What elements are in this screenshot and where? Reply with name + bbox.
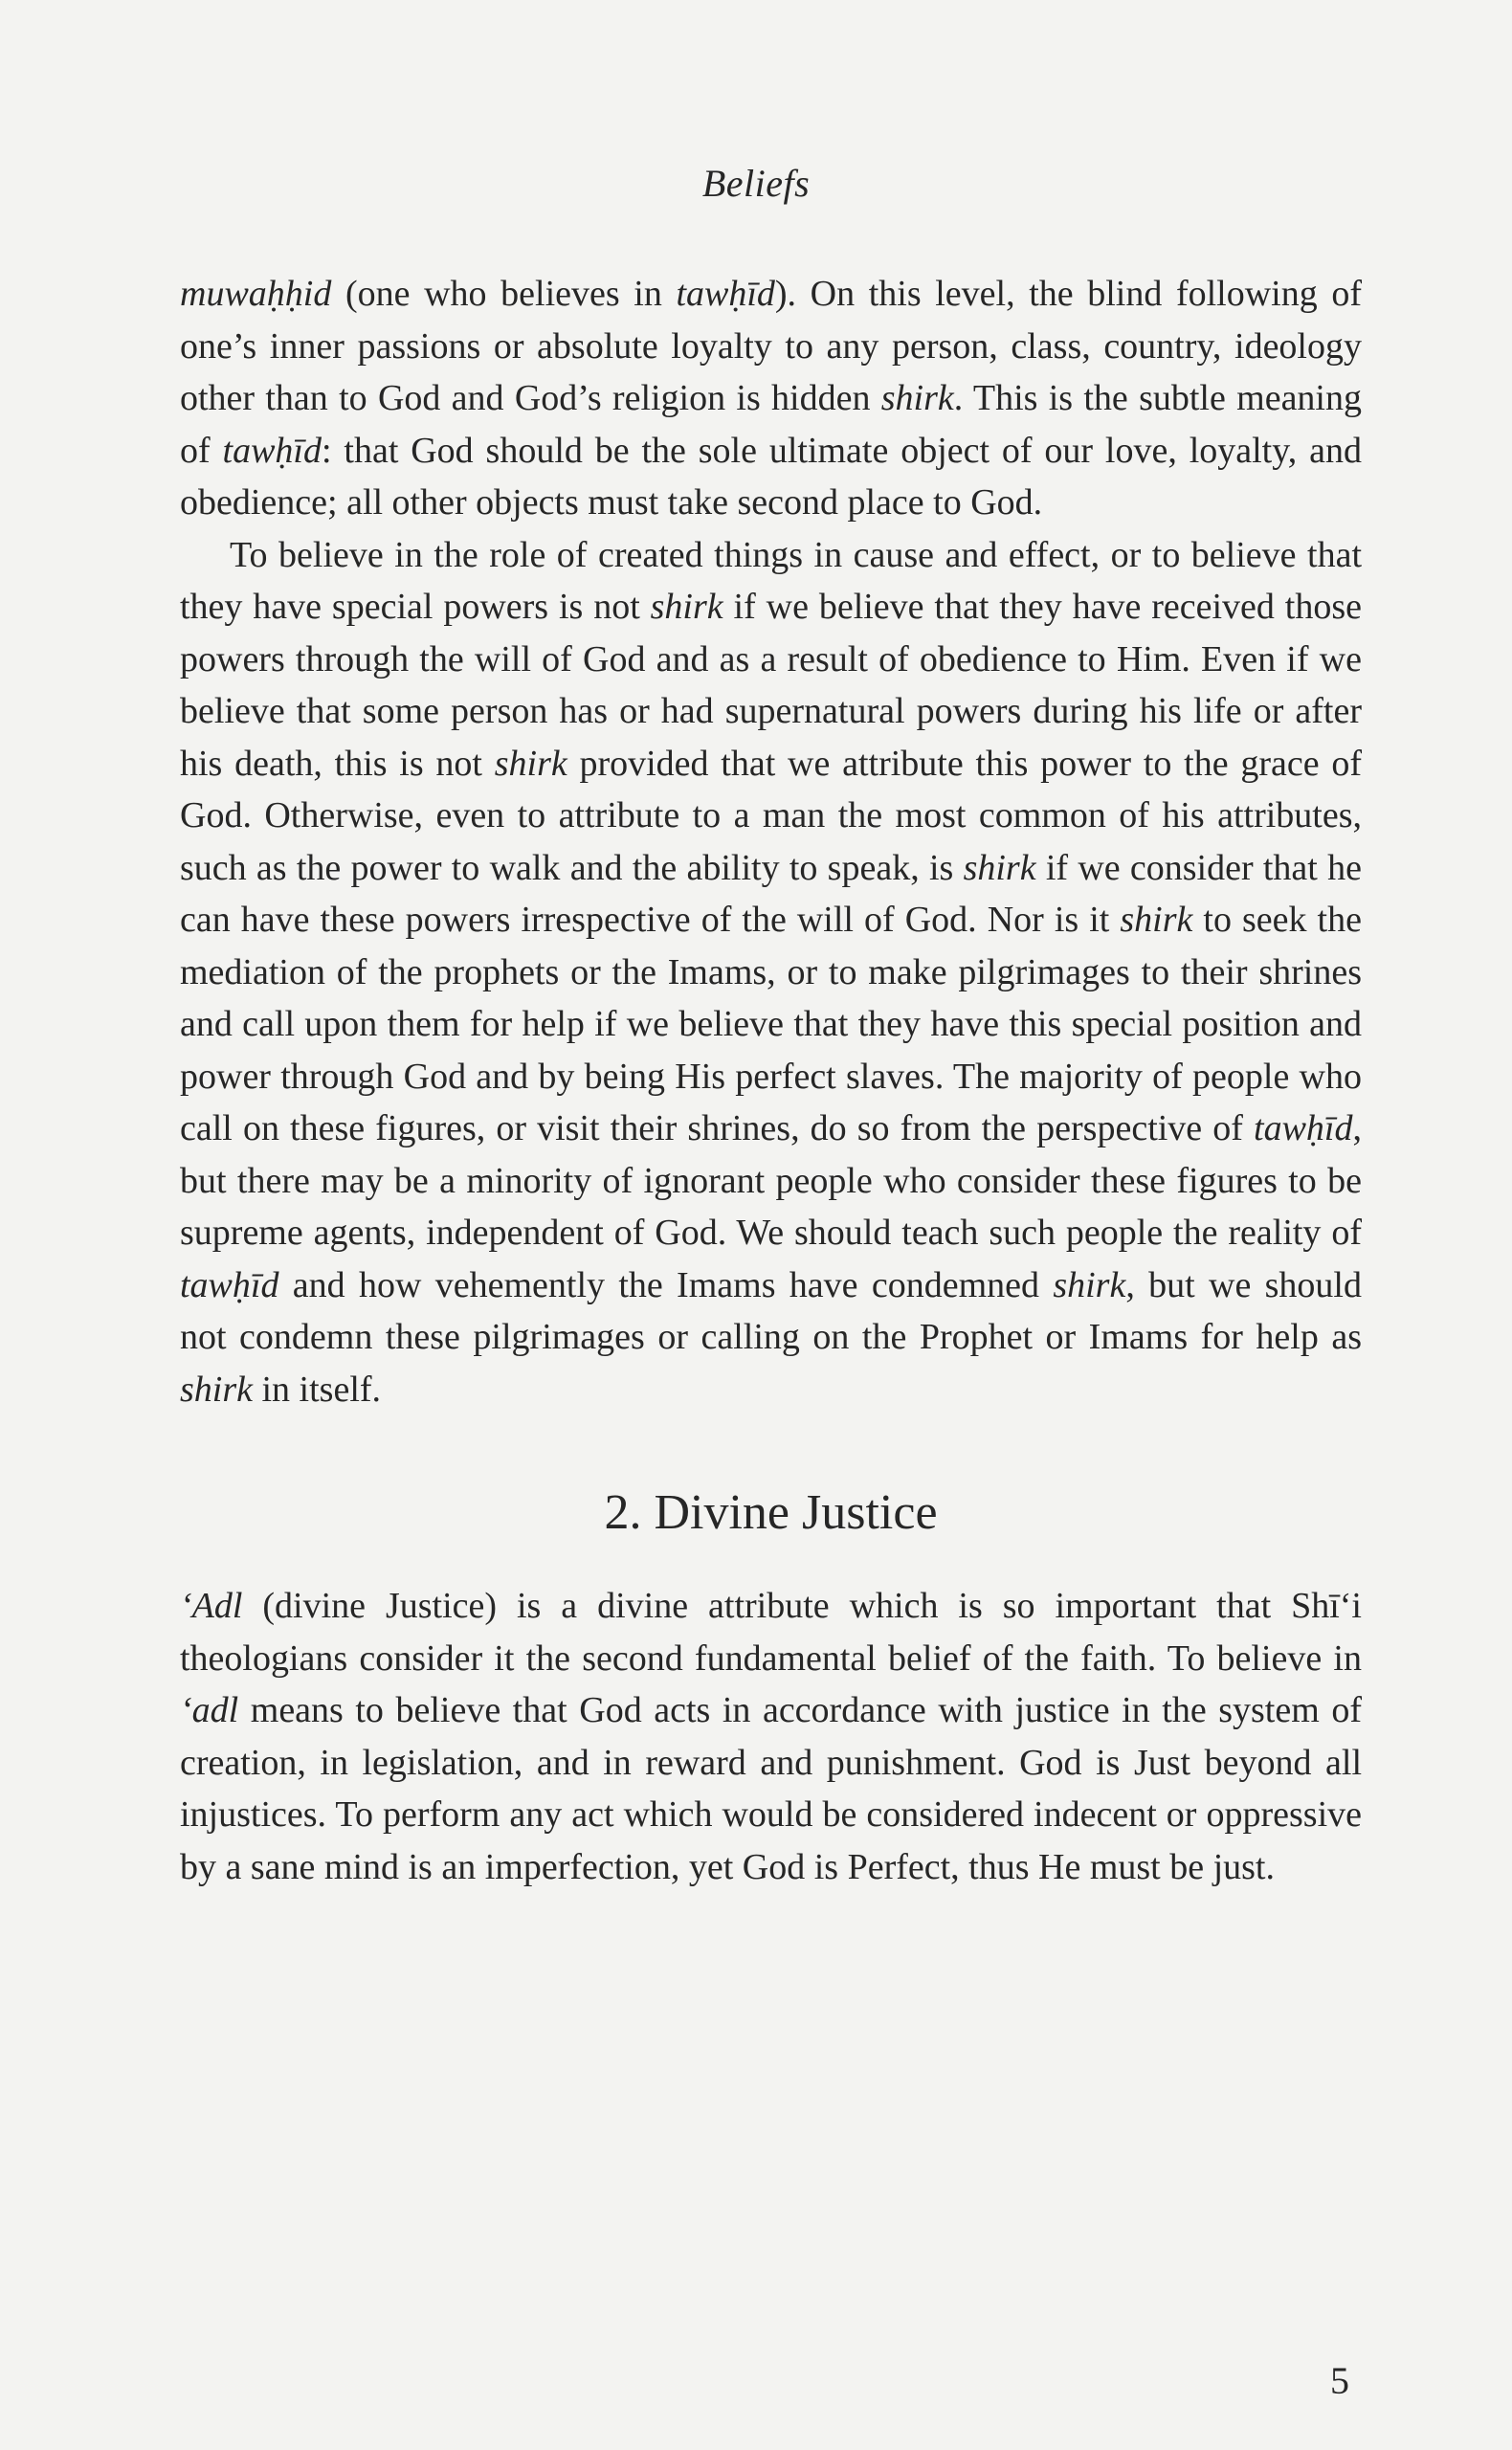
- italic-term: shirk: [180, 1369, 253, 1410]
- paragraph: [180, 529, 1362, 1416]
- paragraph: [180, 268, 1362, 529]
- body-text: [180, 268, 1362, 1893]
- text-run: means to believe that God acts in accordance with justice in the system of creation, in legislation, and in reward and punishment. God is Just beyond all injustices. To perform any act which would be considered indecent or oppressive by a sane mind is an imperfection, yet God is Perfect, thus He must be just.: [180, 1690, 1362, 1887]
- italic-term: shirk: [1053, 1264, 1126, 1305]
- italic-term: shirk: [1120, 900, 1193, 940]
- text-run: (one who believes in: [331, 274, 677, 314]
- italic-term: muwaḥḥid: [180, 274, 332, 314]
- running-head: Beliefs: [701, 162, 811, 205]
- italic-term: tawḥīd: [1254, 1108, 1353, 1148]
- section-heading: 2. Divine Justice: [604, 1485, 938, 1540]
- italic-term: tawḥīd: [222, 430, 322, 471]
- text-run: and how vehemently the Imams have condemned: [278, 1264, 1054, 1305]
- italic-term: tawḥīd: [180, 1264, 279, 1305]
- text-run: , but we should not condemn these pilgrimages or calling on the Prophet or Imams for help as: [180, 1264, 1362, 1357]
- text-run: if we believe that they have received those powers through the will of God and as a result of obedience to Him. Even if we believe that some person has or had supernatural powers during his life or after his death, this is not: [180, 587, 1362, 784]
- italic-term: tawḥīd: [676, 274, 775, 314]
- text-run: if we consider that he can have these powers irrespective of the will of God. Nor is it: [180, 847, 1362, 940]
- text-run: provided that we attribute this power to the grace of God. Otherwise, even to attribute to a man the most common of his attributes, such as the power to walk and the ability to speak, is: [180, 743, 1362, 888]
- italic-term: shirk: [650, 587, 723, 627]
- text-run: To believe in the role of created things in cause and effect, or to believe that they have special powers is not: [180, 534, 1362, 627]
- italic-term: shirk: [494, 743, 567, 784]
- text-run: : that God should be the sole ultimate object of our love, loyalty, and obedience; all other objects must take second place to God.: [180, 430, 1362, 523]
- text-run: ). On this level, the blind following of one’s inner passions or absolute loyalty to any person, class, country, ideology other than to God and God’s religion is hidden: [180, 274, 1362, 418]
- italic-term: ‘adl: [180, 1690, 239, 1730]
- italic-term: shirk: [963, 847, 1036, 888]
- text-run: in itself.: [253, 1369, 382, 1410]
- page-number: 5: [1330, 2359, 1349, 2402]
- paragraph: [180, 1580, 1362, 1893]
- text-run: , but there may be a minority of ignorant people who consider these figures to be supreme agents, independent of God. We should teach such people the reality of: [180, 1108, 1362, 1253]
- text-run: to seek the mediation of the prophets or the Imams, or to make pilgrimages to their shrines and call upon them for help if we believe that they have this special position and power through God and by being His perfect slaves. The majority of people who call on these figures, or visit their shrines, do so from the perspective of: [180, 900, 1362, 1148]
- italic-term: shirk: [880, 378, 954, 418]
- text-run: (divine Justice) is a divine attribute which is so important that Shī‘i theologians consider it the second fundamental belief of the faith. To believe in: [180, 1586, 1362, 1679]
- text-run: . This is the subtle meaning of: [180, 378, 1362, 471]
- italic-term: ‘Adl: [180, 1586, 243, 1626]
